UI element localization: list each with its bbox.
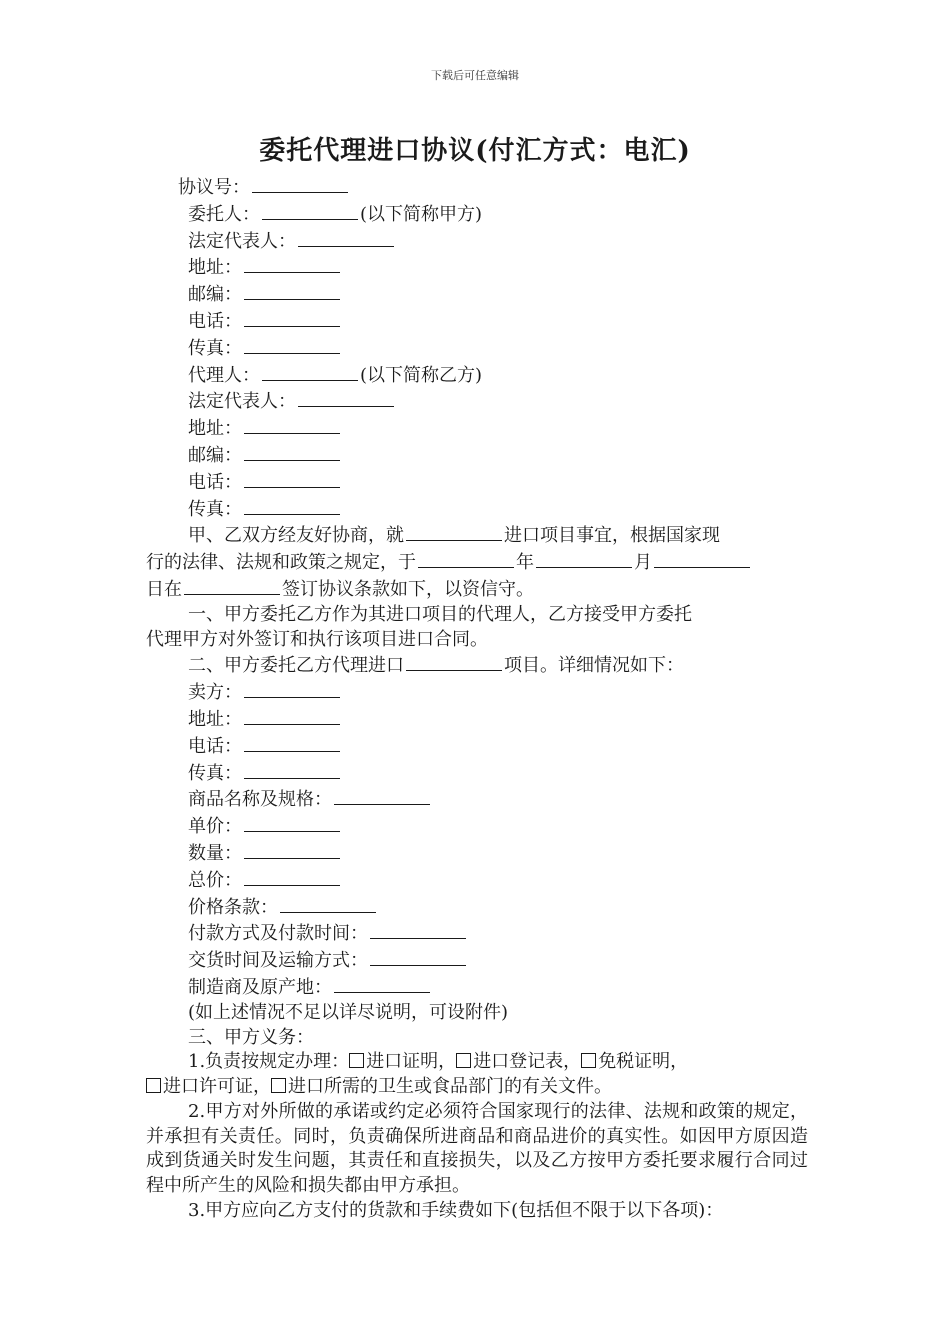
intro-text: 进口项目事宜，根据国家现 bbox=[504, 525, 720, 547]
clause-text: 项目。详细情况如下： bbox=[504, 655, 684, 677]
field-label: 地址： bbox=[188, 708, 242, 730]
clause-1-line-1: 一、甲方委托乙方作为其进口项目的代理人，乙方接受甲方委托 bbox=[188, 603, 692, 625]
intro-line-1 bbox=[146, 522, 808, 549]
blank-line[interactable] bbox=[334, 974, 430, 993]
agent-fax-field bbox=[146, 496, 808, 523]
blank-line[interactable] bbox=[244, 733, 340, 752]
agent-phone-field bbox=[146, 469, 808, 496]
client-address-field bbox=[146, 254, 808, 281]
blank-line[interactable] bbox=[370, 920, 466, 939]
price-terms-field bbox=[146, 894, 808, 921]
field-label: 单价： bbox=[188, 816, 242, 838]
attachment-note: (如上述情况不足以详尽说明，可设附件) bbox=[188, 1001, 509, 1023]
clause-1-line-2: 代理甲方对外签订和执行该项目进口合同。 bbox=[146, 628, 488, 650]
intro-line-2 bbox=[146, 549, 808, 576]
seller-field bbox=[146, 679, 808, 706]
clause-3-item-1-line-1 bbox=[146, 1050, 808, 1075]
intro-text: 行的法律、法规和政策之规定，于 bbox=[146, 552, 416, 574]
field-label: 协议号： bbox=[178, 177, 250, 198]
blank-line[interactable] bbox=[536, 549, 632, 568]
agent-rep-field bbox=[146, 388, 808, 415]
field-suffix: (以下简称甲方) bbox=[360, 203, 483, 225]
blank-line[interactable] bbox=[244, 679, 340, 698]
client-rep-field bbox=[146, 228, 808, 255]
quantity-field bbox=[146, 840, 808, 867]
blank-line[interactable] bbox=[244, 469, 340, 488]
blank-line[interactable] bbox=[244, 867, 340, 886]
blank-line[interactable] bbox=[654, 549, 750, 568]
field-label: 数量： bbox=[188, 842, 242, 864]
goods-field bbox=[146, 786, 808, 813]
client-postcode-field bbox=[146, 281, 808, 308]
checkbox[interactable] bbox=[581, 1053, 596, 1068]
checkbox-label: 进口证明， bbox=[366, 1051, 457, 1073]
clause-3-item-1-line-2 bbox=[146, 1075, 808, 1100]
checkbox-label: 进口所需的卫生或食品部门的有关文件。 bbox=[288, 1076, 612, 1098]
field-label: 价格条款： bbox=[188, 896, 278, 918]
field-label: 电话： bbox=[188, 735, 242, 757]
payment-field bbox=[146, 920, 808, 947]
field-label: 邮编： bbox=[188, 444, 242, 466]
agreement-no-field bbox=[146, 174, 808, 201]
blank-line[interactable] bbox=[406, 652, 502, 671]
field-suffix: (以下简称乙方) bbox=[360, 364, 483, 386]
total-price-field bbox=[146, 867, 808, 894]
field-label: 法定代表人： bbox=[188, 230, 296, 252]
field-label: 制造商及原产地： bbox=[188, 976, 332, 998]
intro-line-3 bbox=[146, 576, 808, 603]
client-phone-field bbox=[146, 308, 808, 335]
clause-3-heading: 三、甲方义务： bbox=[188, 1026, 314, 1048]
blank-line[interactable] bbox=[244, 706, 340, 725]
checkbox-label: 进口许可证， bbox=[163, 1076, 271, 1098]
delivery-field bbox=[146, 947, 808, 974]
blank-line[interactable] bbox=[244, 281, 340, 300]
field-label: 交货时间及运输方式： bbox=[188, 950, 368, 972]
manufacturer-field bbox=[146, 974, 808, 1001]
blank-line[interactable] bbox=[244, 254, 340, 273]
intro-text: 年 bbox=[516, 552, 534, 574]
field-label: 卖方： bbox=[188, 682, 242, 704]
clause-3-item-2: 2.甲方对外所做的承诺或约定必须符合国家现行的法律、法规和政策的规定，并承担有关责任。同时，负责确保所进商品和商品进价的真实性。如因甲方原因造成到货通关时发生问题，其责任和直接损失，以及乙方按甲方委托要求履行合同过程中所产生的风险和损失都由甲方承担。 bbox=[146, 1100, 808, 1197]
document-title: 委托代理进口协议(付汇方式：电汇) bbox=[259, 136, 691, 166]
intro-text: 月 bbox=[634, 552, 652, 574]
header-note: 下载后可任意编辑 bbox=[431, 69, 519, 82]
field-label: 地址： bbox=[188, 418, 242, 440]
blank-line[interactable] bbox=[184, 576, 280, 595]
clause-2-heading bbox=[146, 652, 808, 679]
seller-address-field bbox=[146, 706, 808, 733]
agent-postcode-field bbox=[146, 442, 808, 469]
field-label: 传真： bbox=[188, 337, 242, 359]
checkbox-label: 免税证明， bbox=[598, 1051, 689, 1073]
blank-line[interactable] bbox=[244, 496, 340, 515]
checkbox[interactable] bbox=[349, 1053, 364, 1068]
field-label: 付款方式及付款时间： bbox=[188, 923, 368, 945]
blank-line[interactable] bbox=[262, 362, 358, 381]
intro-text: 日在 bbox=[146, 578, 182, 600]
field-label: 传真： bbox=[188, 498, 242, 520]
document-body bbox=[146, 174, 808, 1224]
field-label: 总价： bbox=[188, 869, 242, 891]
blank-line[interactable] bbox=[262, 201, 358, 220]
blank-line[interactable] bbox=[244, 813, 340, 832]
field-label: 邮编： bbox=[188, 284, 242, 306]
clause-text: 二、甲方委托乙方代理进口 bbox=[188, 655, 404, 677]
agent-address-field bbox=[146, 415, 808, 442]
checkbox[interactable] bbox=[456, 1053, 471, 1068]
unit-price-field bbox=[146, 813, 808, 840]
blank-line[interactable] bbox=[244, 335, 340, 354]
blank-line[interactable] bbox=[298, 388, 394, 407]
client-fax-field bbox=[146, 335, 808, 362]
blank-line[interactable] bbox=[244, 840, 340, 859]
intro-text: 签订协议条款如下，以资信守。 bbox=[282, 578, 534, 600]
checkbox[interactable] bbox=[146, 1078, 161, 1093]
field-label: 代理人： bbox=[188, 364, 260, 386]
field-label: 电话： bbox=[188, 310, 242, 332]
field-label: 电话： bbox=[188, 471, 242, 493]
blank-line[interactable] bbox=[244, 308, 340, 327]
agent-field bbox=[146, 362, 808, 389]
clause-3-item-3: 3.甲方应向乙方支付的货款和手续费如下(包括但不限于以下各项)： bbox=[188, 1200, 724, 1222]
field-label: 法定代表人： bbox=[188, 391, 296, 413]
blank-line[interactable] bbox=[406, 522, 502, 541]
blank-line[interactable] bbox=[334, 786, 430, 805]
blank-line[interactable] bbox=[418, 549, 514, 568]
blank-line[interactable] bbox=[280, 894, 376, 913]
blank-line[interactable] bbox=[252, 174, 348, 193]
blank-line[interactable] bbox=[370, 947, 466, 966]
field-label: 商品名称及规格： bbox=[188, 789, 332, 811]
blank-line[interactable] bbox=[298, 228, 394, 247]
intro-text: 甲、乙双方经友好协商，就 bbox=[188, 525, 404, 547]
clause-text: 1.负责按规定办理： bbox=[188, 1051, 350, 1073]
blank-line[interactable] bbox=[244, 442, 340, 461]
blank-line[interactable] bbox=[244, 760, 340, 779]
field-label: 委托人： bbox=[188, 203, 260, 225]
checkbox[interactable] bbox=[271, 1078, 286, 1093]
client-field bbox=[146, 201, 808, 228]
field-label: 地址： bbox=[188, 257, 242, 279]
blank-line[interactable] bbox=[244, 415, 340, 434]
field-label: 传真： bbox=[188, 762, 242, 784]
seller-phone-field bbox=[146, 733, 808, 760]
checkbox-label: 进口登记表， bbox=[473, 1051, 582, 1073]
seller-fax-field bbox=[146, 760, 808, 787]
